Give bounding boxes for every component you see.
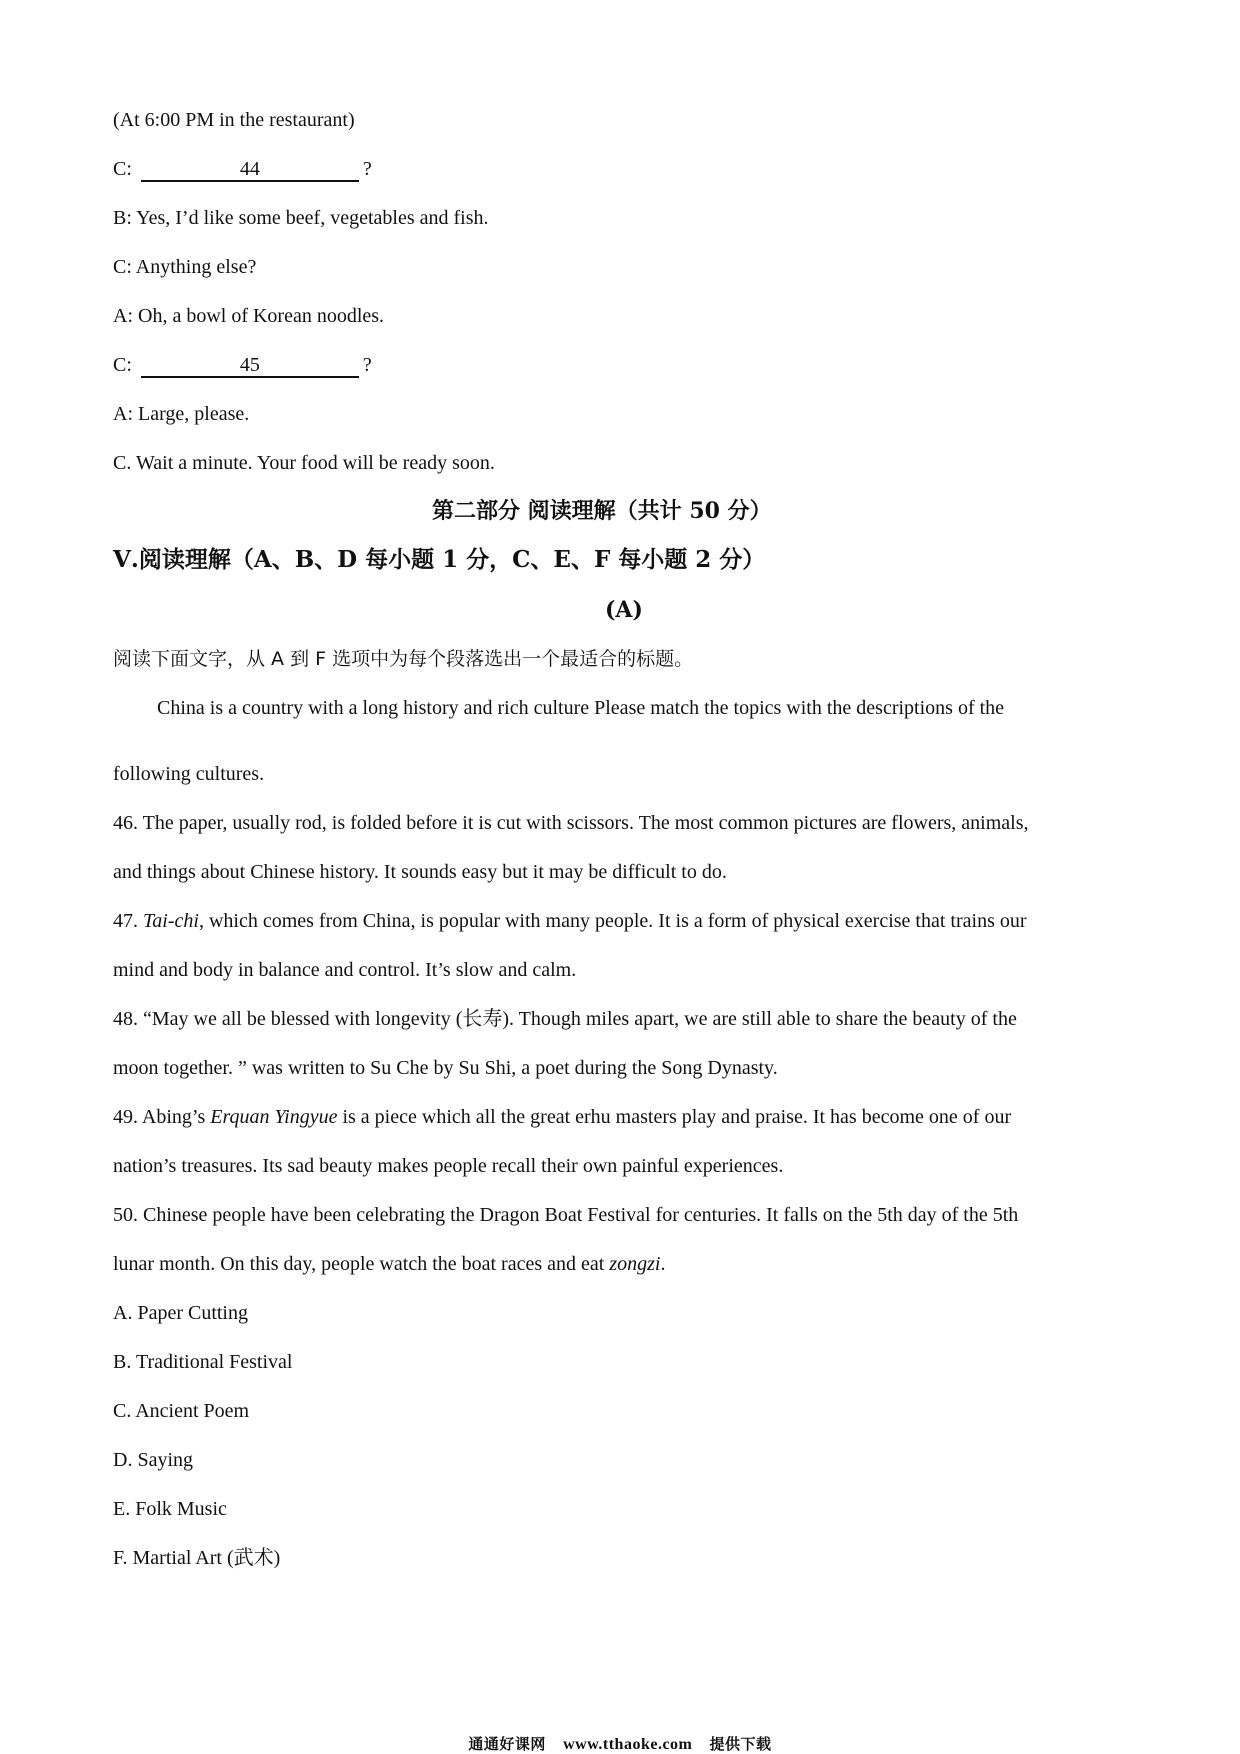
intro-line-1: China is a country with a long history and rich culture Please match the topics with the descriptions of the <box>157 697 1005 719</box>
question-number: 49. Abing’s <box>113 1106 211 1128</box>
option-b: B. Traditional Festival <box>113 1351 293 1373</box>
dialogue-line-blank-44 <box>113 156 372 182</box>
dialogue-line: C. Wait a minute. Your food will be ready soon. <box>113 452 495 474</box>
italic-term: zongzi <box>609 1253 661 1275</box>
option-d: D. Saying <box>113 1449 193 1471</box>
question-number: 47. <box>113 910 143 932</box>
passage-label: (A) <box>605 597 643 623</box>
question-49-line-2: nation’s treasures. Its sad beauty makes people recall their own painful experiences. <box>113 1155 784 1177</box>
question-46-line-2: and things about Chinese history. It sounds easy but it may be difficult to do. <box>113 861 727 883</box>
part-title: 第二部分 阅读理解（共计 50 分） <box>432 498 772 524</box>
dialogue-line: A: Oh, a bowl of Korean noodles. <box>113 305 385 327</box>
question-text: lunar month. On this day, people watch the boat races and eat <box>113 1253 610 1275</box>
footer-suffix: 提供下载 <box>709 1735 772 1753</box>
option-a: A. Paper Cutting <box>113 1302 248 1324</box>
question-48-line-2: moon together. ” was written to Su Che by Su Shi, a poet during the Song Dynasty. <box>113 1057 778 1079</box>
option-c: C. Ancient Poem <box>113 1400 250 1422</box>
question-mark: ? <box>362 158 372 180</box>
question-47-line-1 <box>113 908 1027 934</box>
dialogue-scene: (At 6:00 PM in the restaurant) <box>113 109 355 131</box>
question-48-line-1: 48. “May we all be blessed with longevity (长寿). Though miles apart, we are still able to share the beauty of the <box>113 1008 1017 1030</box>
question-mark: ? <box>362 354 372 376</box>
question-46-line-1: 46. The paper, usually rod, is folded before it is cut with scissors. The most common pictures are flowers, animals, <box>113 812 1029 834</box>
italic-term: Tai-chi <box>143 910 199 932</box>
footer-site-name: 通通好课网 <box>468 1735 546 1753</box>
page-footer <box>0 1733 1240 1754</box>
answer-blank-44[interactable]: 44 <box>141 158 359 182</box>
speaker-label: C: <box>113 158 132 180</box>
question-47-line-2: mind and body in balance and control. It’s slow and calm. <box>113 959 577 981</box>
instruction-text: 阅读下面文字，从 A 到 F 选项中为每个段落选出一个最适合的标题。 <box>113 648 694 670</box>
dialogue-line-blank-45 <box>113 352 372 378</box>
option-f: F. Martial Art (武术) <box>113 1547 281 1569</box>
question-text: is a piece which all the great erhu masters play and praise. It has become one of our <box>337 1106 1012 1128</box>
dialogue-line: B: Yes, I’d like some beef, vegetables and fish. <box>113 207 489 229</box>
footer-url[interactable]: www.tthaoke.com <box>563 1736 693 1753</box>
intro-line-2: following cultures. <box>113 763 265 785</box>
italic-term: Erquan Yingyue <box>210 1106 338 1128</box>
speaker-label: C: <box>113 354 132 376</box>
period: . <box>660 1253 666 1275</box>
option-e: E. Folk Music <box>113 1498 227 1520</box>
question-50-line-1: 50. Chinese people have been celebrating the Dragon Boat Festival for centuries. It falls on the 5th day of the 5th <box>113 1204 1019 1226</box>
dialogue-line: C: Anything else? <box>113 256 257 278</box>
question-49-line-1 <box>113 1104 1011 1130</box>
question-text: , which comes from China, is popular with many people. It is a form of physical exercise that trains our <box>198 910 1027 932</box>
dialogue-line: A: Large, please. <box>113 403 250 425</box>
question-50-line-2 <box>113 1251 665 1277</box>
answer-blank-45[interactable]: 45 <box>141 354 359 378</box>
subsection-title: Ⅴ.阅读理解（A、B、D 每小题 1 分，C、E、F 每小题 2 分） <box>113 546 766 573</box>
